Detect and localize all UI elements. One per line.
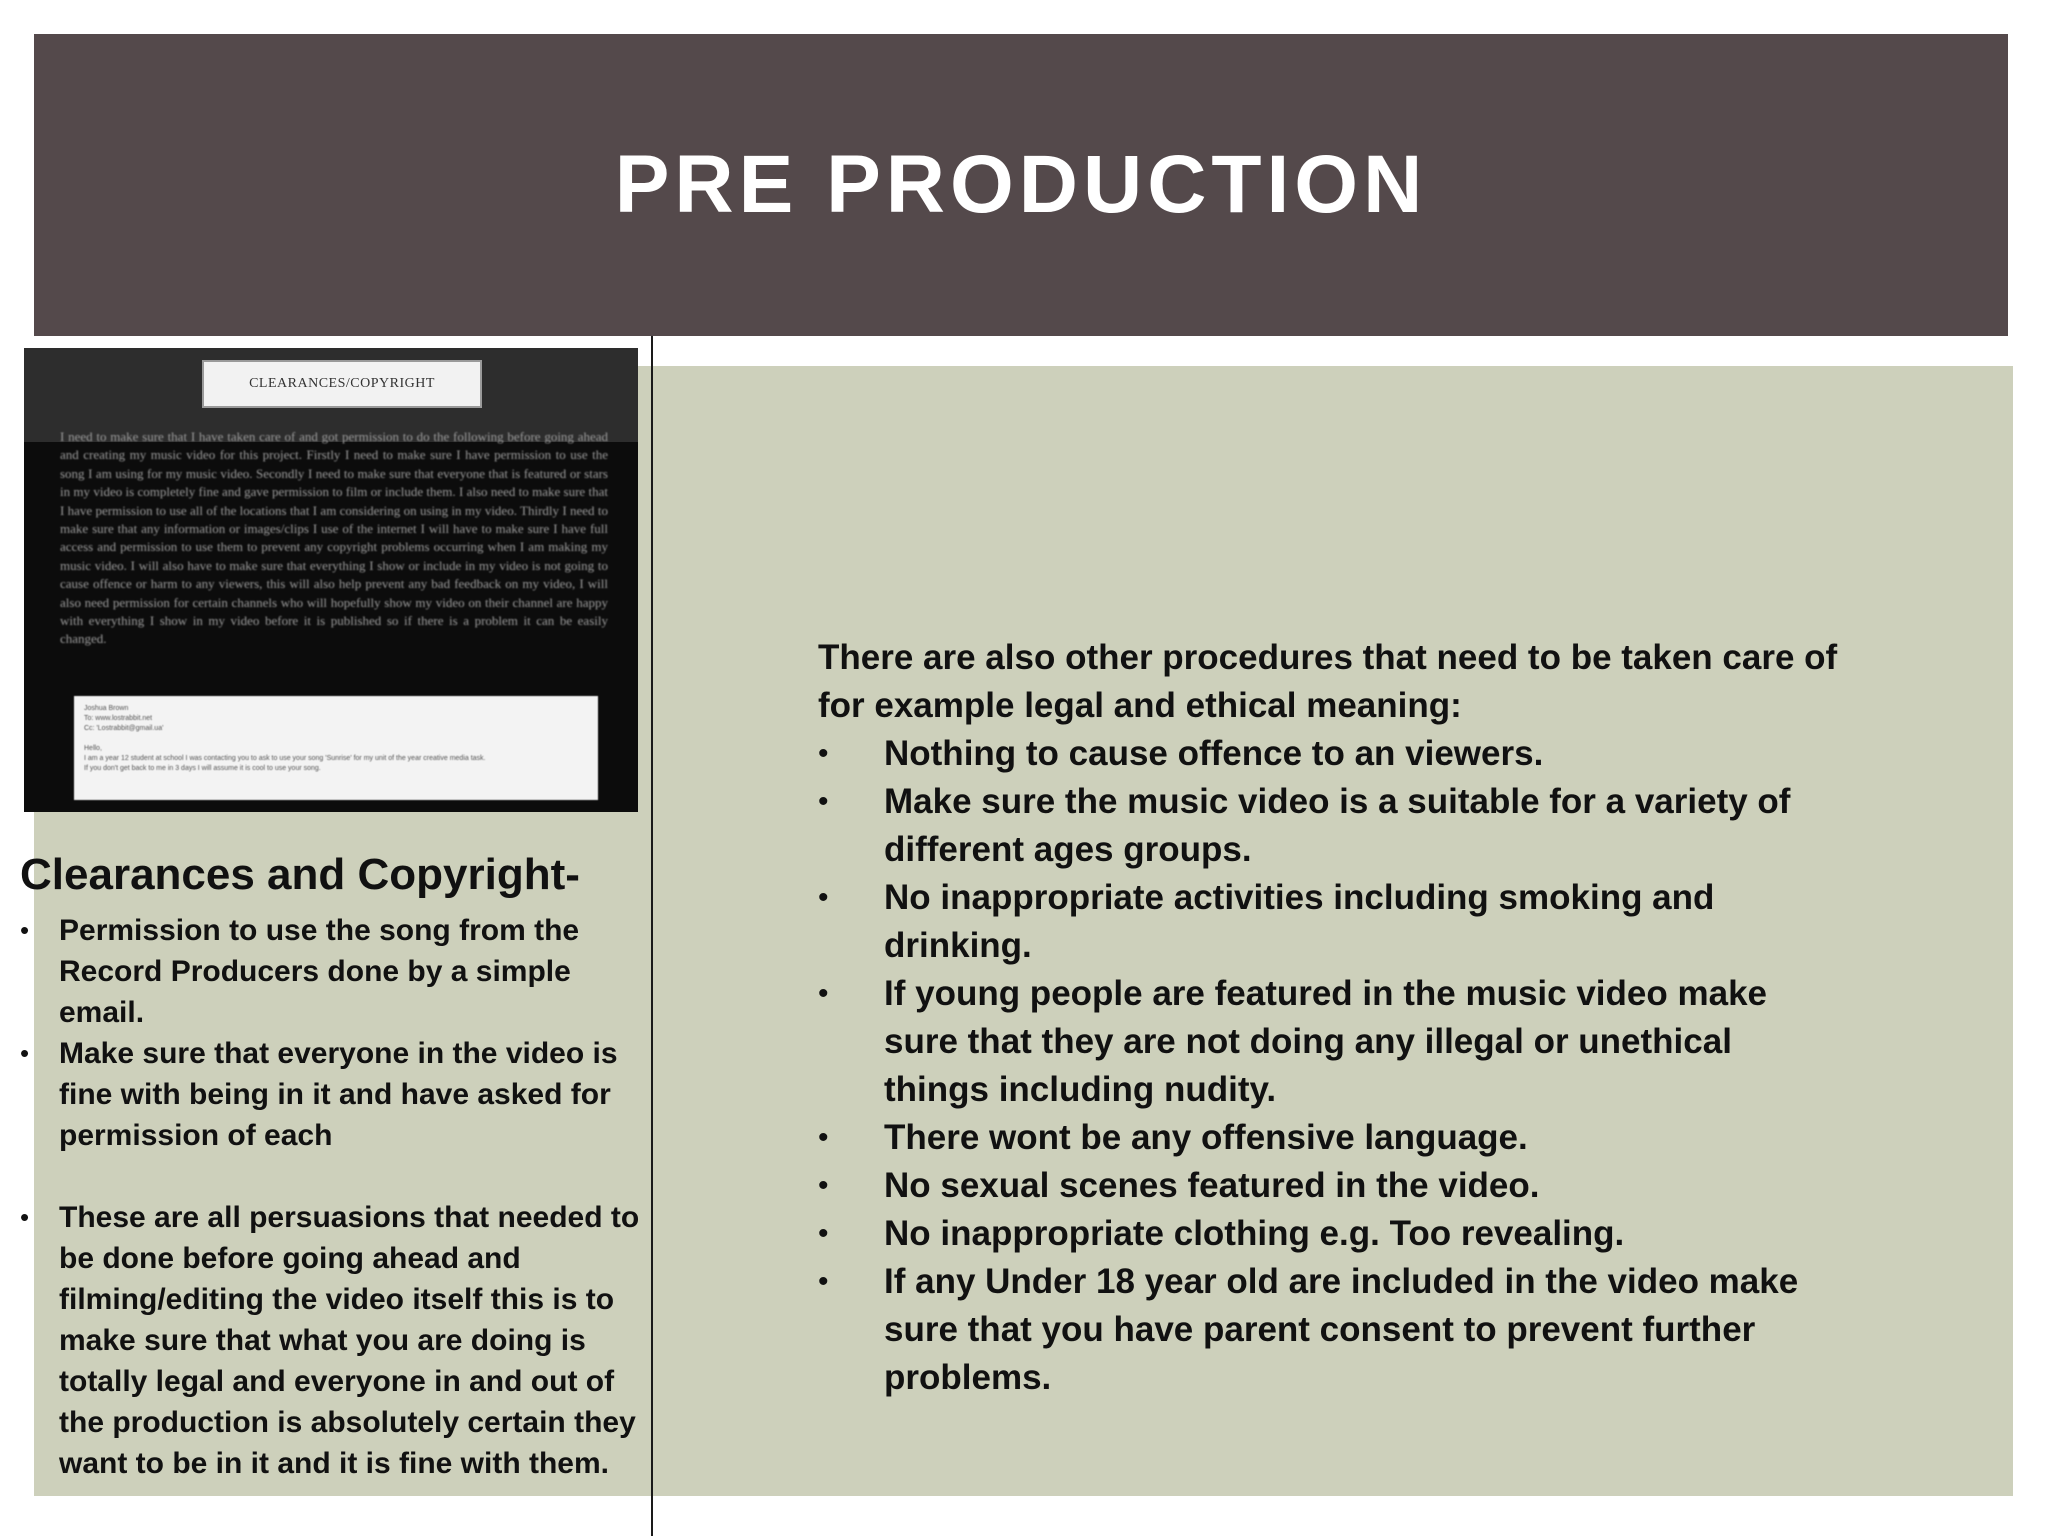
email-line: I am a year 12 student at school I was contacting you to ask to use your song 'Sunrise' for my unit of the year creative media task. — [84, 755, 486, 762]
list-item — [818, 1210, 1838, 1258]
list-item — [818, 730, 1838, 778]
list-item-text: No inappropriate activities including smoking and drinking. — [884, 878, 1715, 965]
right-column — [818, 634, 1838, 1402]
right-intro: There are also other procedures that need to be taken care of for example legal and ethical meaning: — [818, 638, 1838, 725]
email-line — [84, 734, 588, 744]
email-line: To: www.lostrabbit.net — [84, 715, 153, 722]
email-line: Joshua Brown — [84, 705, 129, 712]
list-item-text: If any Under 18 year old are included in the video make sure that you have parent consent to prevent further problems. — [884, 1262, 1799, 1397]
bullet-icon: • — [818, 785, 829, 818]
column-divider — [651, 336, 653, 1536]
email-line: Hello, — [84, 745, 102, 752]
list-item — [818, 1114, 1838, 1162]
slide-title: PRE PRODUCTION — [614, 139, 1428, 230]
list-item — [818, 874, 1838, 970]
list-item-text: Permission to use the song from the Record Producers done by a simple email. — [59, 914, 580, 1029]
list-item — [818, 970, 1838, 1114]
list-item — [20, 1033, 640, 1156]
screenshot-email — [74, 696, 598, 800]
screenshot-body-text: I need to make sure that I have taken care of and got permission to do the following before going ahead and creating my music video for this project. Firstly I need to make sure I have permission to use the song I am using for my music video. Secondly I need to make sure that everyone that is featured or stars in my video is completely fine and gave permission to film or include them. I also need to make sure that I have permission to use all of the locations that I am considering on using in my video. Thirdly I need to make sure that any information or images/clips I use of the internet I will have to make sure I have full access and permission to use them to prevent any copyright problems occurring when I am making my music video. I will also have to make sure that everything I show or include in my video is not going to cause offence or harm to any viewers, this will also help prevent any bad feedback on my video, I will also need permission for certain channels who will hopefully show my video on their channel are happy with everything I show in my video before it is published so if there is a problem it can be easily changed. — [60, 429, 608, 647]
list-item — [818, 1162, 1838, 1210]
bullet-icon: • — [818, 1265, 829, 1298]
list-item-text: These are all persuasions that needed to be done before going ahead and filming/editing the video itself this is to make sure that what you are doing is totally legal and everyone in and out of the production is absolutely certain they want to be in it and it is fine with them. — [59, 1201, 640, 1480]
list-item-text: Make sure that everyone in the video is fine with being in it and have asked for permission of each — [59, 1037, 618, 1152]
list-item-text: No inappropriate clothing e.g. Too revealing. — [884, 1214, 1625, 1253]
list-item-text: If young people are featured in the music video make sure that they are not doing any illegal or unethical things including nudity. — [884, 974, 1767, 1109]
bullet-icon: • — [818, 1169, 829, 1202]
list-item — [818, 1258, 1838, 1402]
screenshot-title: CLEARANCES/COPYRIGHT — [202, 360, 482, 408]
left-bullet-list — [20, 910, 640, 1484]
bullet-icon: • — [818, 977, 829, 1010]
email-line: Cc: 'Lostrabbit@gmail.ua' — [84, 725, 164, 732]
list-item — [20, 910, 640, 1033]
clearances-screenshot — [24, 348, 638, 812]
list-item-text: Nothing to cause offence to an viewers. — [884, 734, 1544, 773]
bullet-icon: • — [20, 915, 30, 945]
bullet-icon: • — [20, 1202, 30, 1232]
list-item-text: There wont be any offensive language. — [884, 1118, 1528, 1157]
list-item-text: Make sure the music video is a suitable for a variety of different ages groups. — [884, 782, 1791, 869]
right-bullet-list — [818, 730, 1838, 1402]
list-item — [818, 778, 1838, 874]
bullet-icon: • — [818, 737, 829, 770]
list-item — [20, 1197, 640, 1484]
bullet-icon: • — [818, 1121, 829, 1154]
email-line: If you don't get back to me in 3 days I will assume it is cool to use your song. — [84, 765, 321, 772]
title-banner — [34, 34, 2008, 336]
bullet-icon: • — [818, 1217, 829, 1250]
bullet-icon: • — [818, 881, 829, 914]
left-column — [20, 846, 640, 1484]
list-item-text: No sexual scenes featured in the video. — [884, 1166, 1540, 1205]
left-heading: Clearances and Copyright- — [20, 850, 580, 899]
bullet-icon: • — [20, 1038, 30, 1068]
